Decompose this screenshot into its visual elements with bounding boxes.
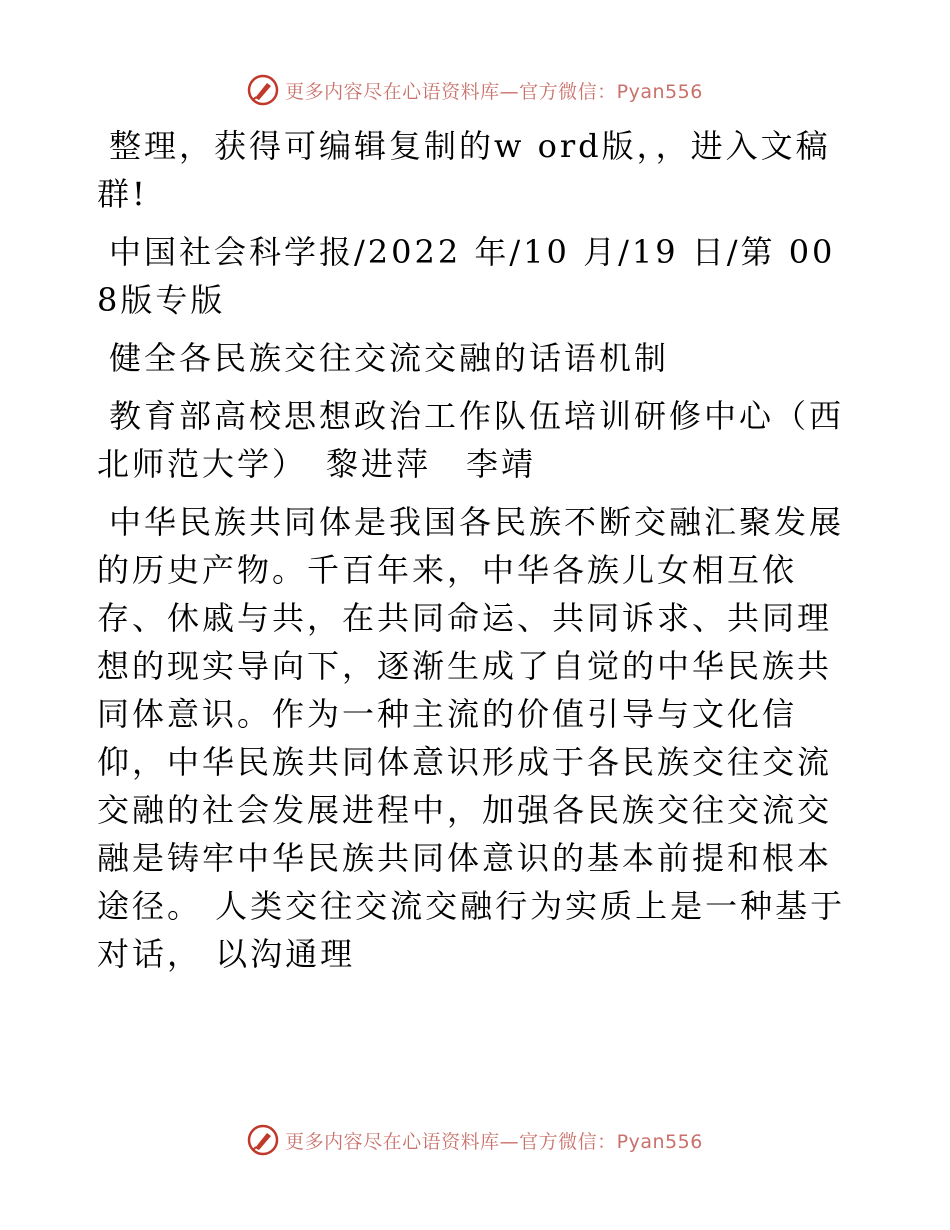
intro-note: 整理，获得可编辑复制的w ord版，，进入文稿群! bbox=[97, 127, 831, 213]
author-affiliation: 教育部高校思想政治工作队伍培训研修中心（西北师范大学） 黎进萍 李靖 bbox=[97, 397, 845, 483]
pen-quill-logo-icon bbox=[247, 74, 279, 106]
document-body bbox=[97, 122, 857, 988]
pen-quill-logo-icon bbox=[247, 1124, 279, 1156]
publication-info: 中国社会科学报/2022 年/10 月/19 日/第 008版专版 bbox=[97, 233, 836, 319]
article-title: 健全各民族交往交流交融的话语机制 bbox=[109, 339, 670, 377]
watermark-text: 更多内容尽在心语资料库—官方微信：Pyan556 bbox=[285, 80, 703, 103]
watermark-text: 更多内容尽在心语资料库—官方微信：Pyan556 bbox=[285, 1130, 703, 1153]
footer-watermark bbox=[0, 1120, 950, 1160]
header-watermark bbox=[0, 70, 950, 110]
body-paragraph: 中华民族共同体是我国各民族不断交融汇聚发展的历史产物。千百年来，中华各族儿女相互依存、休戚与共，在共同命运、共同诉求、共同理想的现实导向下，逐渐生成了自觉的中华民族共同体意识。作为一种主流的价值引导与文化信仰，中华民族共同体意识形成于各民族交往交流交融的社会发展进程中，加强各民族交往交流交融是铸牢中华民族共同体意识的基本前提和根本途径。 人类交往交流交融行为实质上是一种基于对话， 以沟通理 bbox=[97, 503, 846, 973]
